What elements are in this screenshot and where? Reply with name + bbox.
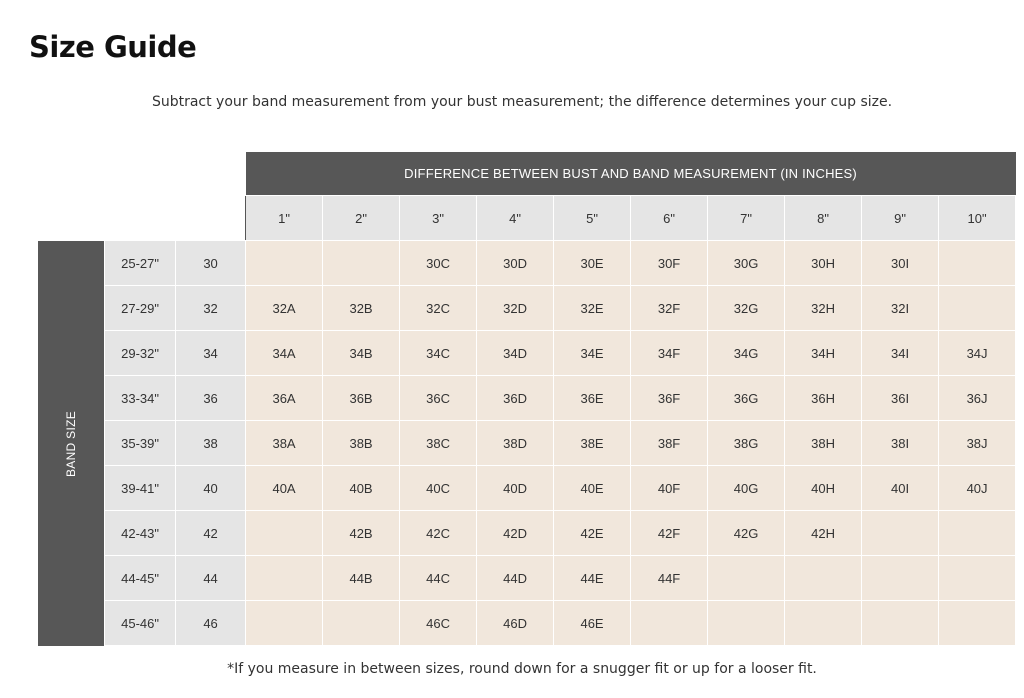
- difference-column-header: 3": [400, 196, 477, 241]
- cup-size-cell: 34G: [708, 331, 785, 376]
- cup-size-cell: 34B: [323, 331, 400, 376]
- cup-size-cell: 36G: [708, 376, 785, 421]
- cup-size-cell: 40G: [708, 466, 785, 511]
- band-size-cell: 32: [176, 286, 246, 331]
- cup-size-cell: 38I: [862, 421, 939, 466]
- cup-size-cell: 42C: [400, 511, 477, 556]
- cup-size-cell: 42B: [323, 511, 400, 556]
- difference-column-header: 10": [939, 196, 1016, 241]
- cup-size-cell: [323, 241, 400, 286]
- table-row: [38, 286, 1016, 331]
- cup-size-cell: [785, 601, 862, 646]
- size-chart-table: [38, 152, 1016, 646]
- cup-size-cell: 34J: [939, 331, 1016, 376]
- band-size-cell: 46: [176, 601, 246, 646]
- cup-size-cell: 34H: [785, 331, 862, 376]
- measurement-range-cell: 35-39": [105, 421, 176, 466]
- cup-size-cell: 32I: [862, 286, 939, 331]
- cup-size-cell: [708, 556, 785, 601]
- cup-size-cell: 30H: [785, 241, 862, 286]
- cup-size-cell: 32G: [708, 286, 785, 331]
- cup-size-cell: 30I: [862, 241, 939, 286]
- difference-column-header: 4": [477, 196, 554, 241]
- difference-column-header: 6": [631, 196, 708, 241]
- difference-column-header: 9": [862, 196, 939, 241]
- cup-size-cell: 40J: [939, 466, 1016, 511]
- cup-size-cell: 36E: [554, 376, 631, 421]
- measurement-range-cell: 39-41": [105, 466, 176, 511]
- cup-size-cell: [246, 511, 323, 556]
- cup-size-cell: 36I: [862, 376, 939, 421]
- table-corner: [38, 196, 246, 241]
- cup-size-cell: 34F: [631, 331, 708, 376]
- cup-size-cell: 46E: [554, 601, 631, 646]
- measurement-range-cell: 27-29": [105, 286, 176, 331]
- cup-size-cell: 46C: [400, 601, 477, 646]
- table-row: [38, 241, 1016, 286]
- band-size-cell: 40: [176, 466, 246, 511]
- cup-size-cell: 32A: [246, 286, 323, 331]
- band-size-cell: 36: [176, 376, 246, 421]
- cup-size-cell: [862, 601, 939, 646]
- cup-size-cell: 34E: [554, 331, 631, 376]
- cup-size-cell: 36B: [323, 376, 400, 421]
- size-table-body: [38, 241, 1016, 646]
- band-size-label-text: BAND SIZE: [64, 410, 79, 477]
- cup-size-cell: 46D: [477, 601, 554, 646]
- cup-size-cell: 38B: [323, 421, 400, 466]
- difference-column-header: 2": [323, 196, 400, 241]
- cup-size-cell: 40H: [785, 466, 862, 511]
- cup-size-cell: 30D: [477, 241, 554, 286]
- cup-size-cell: [708, 601, 785, 646]
- cup-size-cell: [246, 241, 323, 286]
- cup-size-cell: 34D: [477, 331, 554, 376]
- cup-size-cell: 38F: [631, 421, 708, 466]
- table-row: [38, 376, 1016, 421]
- cup-size-cell: [246, 601, 323, 646]
- cup-size-cell: 34A: [246, 331, 323, 376]
- table-row: [38, 466, 1016, 511]
- cup-size-cell: [246, 556, 323, 601]
- cup-size-cell: 38E: [554, 421, 631, 466]
- cup-size-cell: [939, 601, 1016, 646]
- cup-size-cell: 42F: [631, 511, 708, 556]
- cup-size-cell: [939, 556, 1016, 601]
- band-size-cell: 44: [176, 556, 246, 601]
- table-corner: [38, 152, 246, 196]
- cup-size-cell: 30E: [554, 241, 631, 286]
- cup-size-cell: 30F: [631, 241, 708, 286]
- measurement-range-cell: 33-34": [105, 376, 176, 421]
- measurement-range-cell: 45-46": [105, 601, 176, 646]
- measurement-range-cell: 44-45": [105, 556, 176, 601]
- cup-size-cell: 36A: [246, 376, 323, 421]
- cup-size-cell: 34C: [400, 331, 477, 376]
- cup-size-cell: 40B: [323, 466, 400, 511]
- cup-size-cell: [323, 601, 400, 646]
- difference-column-header: 5": [554, 196, 631, 241]
- cup-size-cell: [631, 601, 708, 646]
- fit-footnote: *If you measure in between sizes, round down for a snugger fit or up for a looser fit.: [227, 661, 817, 677]
- cup-size-cell: 40C: [400, 466, 477, 511]
- table-row: [38, 556, 1016, 601]
- cup-size-cell: 32C: [400, 286, 477, 331]
- table-row: [38, 511, 1016, 556]
- cup-size-cell: [939, 286, 1016, 331]
- cup-size-cell: 32H: [785, 286, 862, 331]
- page-title: Size Guide: [29, 30, 197, 64]
- cup-size-cell: 30G: [708, 241, 785, 286]
- cup-size-cell: [785, 556, 862, 601]
- cup-size-cell: 32D: [477, 286, 554, 331]
- cup-size-cell: 38D: [477, 421, 554, 466]
- table-row: [38, 601, 1016, 646]
- table-row: [38, 421, 1016, 466]
- measurement-range-cell: 25-27": [105, 241, 176, 286]
- cup-size-cell: 40E: [554, 466, 631, 511]
- cup-size-cell: 38G: [708, 421, 785, 466]
- cup-size-cell: 32B: [323, 286, 400, 331]
- cup-size-cell: 40A: [246, 466, 323, 511]
- cup-size-cell: 32F: [631, 286, 708, 331]
- cup-size-cell: 38C: [400, 421, 477, 466]
- cup-size-cell: 44D: [477, 556, 554, 601]
- cup-size-cell: 44B: [323, 556, 400, 601]
- cup-size-cell: 42G: [708, 511, 785, 556]
- cup-size-cell: [939, 511, 1016, 556]
- cup-size-cell: 38H: [785, 421, 862, 466]
- difference-header: DIFFERENCE BETWEEN BUST AND BAND MEASUREMENT (IN INCHES): [246, 152, 1016, 196]
- size-guide-instructions: Subtract your band measurement from your bust measurement; the difference determines your cup size.: [151, 94, 893, 110]
- cup-size-cell: 34I: [862, 331, 939, 376]
- cup-size-cell: 44F: [631, 556, 708, 601]
- measurement-range-cell: 42-43": [105, 511, 176, 556]
- cup-size-cell: 38A: [246, 421, 323, 466]
- band-size-cell: 34: [176, 331, 246, 376]
- cup-size-cell: 36J: [939, 376, 1016, 421]
- cup-size-cell: 36F: [631, 376, 708, 421]
- table-row: [38, 331, 1016, 376]
- cup-size-cell: [862, 556, 939, 601]
- cup-size-cell: 30C: [400, 241, 477, 286]
- cup-size-cell: [939, 241, 1016, 286]
- cup-size-cell: 36D: [477, 376, 554, 421]
- cup-size-cell: 42H: [785, 511, 862, 556]
- difference-column-header: 8": [785, 196, 862, 241]
- cup-size-cell: 44C: [400, 556, 477, 601]
- band-size-label: [38, 241, 105, 646]
- band-size-cell: 38: [176, 421, 246, 466]
- band-size-cell: 30: [176, 241, 246, 286]
- cup-size-cell: 32E: [554, 286, 631, 331]
- cup-size-cell: 40I: [862, 466, 939, 511]
- cup-size-cell: 40F: [631, 466, 708, 511]
- cup-size-cell: [862, 511, 939, 556]
- cup-size-cell: 38J: [939, 421, 1016, 466]
- difference-column-header: 1": [246, 196, 323, 241]
- cup-size-cell: 42D: [477, 511, 554, 556]
- difference-column-header: 7": [708, 196, 785, 241]
- cup-size-cell: 36H: [785, 376, 862, 421]
- cup-size-cell: 42E: [554, 511, 631, 556]
- cup-size-cell: 44E: [554, 556, 631, 601]
- measurement-range-cell: 29-32": [105, 331, 176, 376]
- cup-size-cell: 40D: [477, 466, 554, 511]
- band-size-cell: 42: [176, 511, 246, 556]
- cup-size-cell: 36C: [400, 376, 477, 421]
